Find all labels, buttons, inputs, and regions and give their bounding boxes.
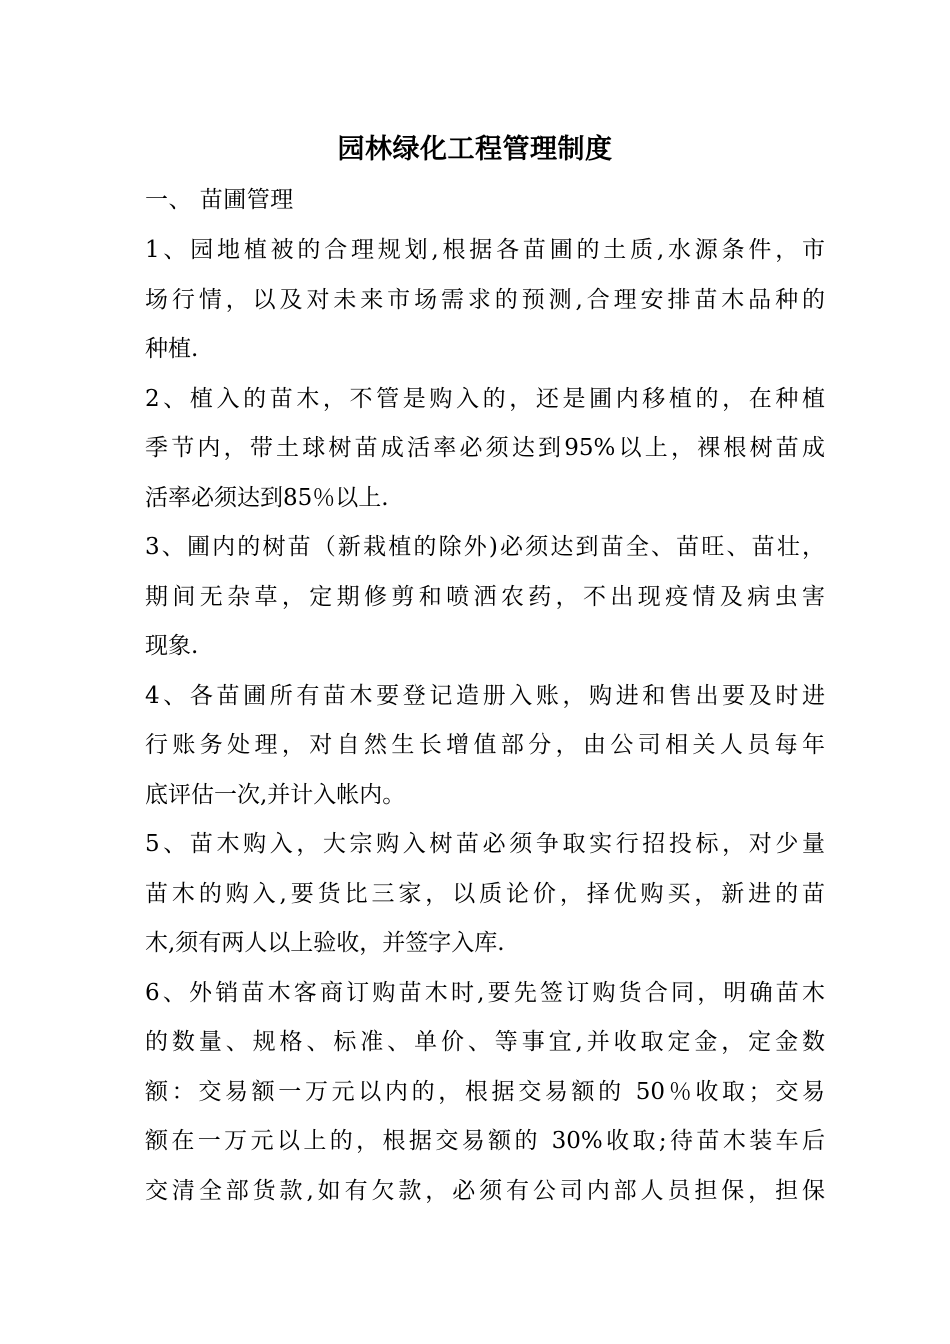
paragraph-1: [145, 226, 825, 375]
document-body: [145, 226, 825, 1216]
paragraph-line: 4、各苗圃所有苗木要登记造册入账，购进和售出要及时进: [145, 682, 825, 709]
section-heading: 一、 苗圃管理: [145, 187, 294, 213]
paragraph-line: 季节内，带土球树苗成活率必须达到95%以上，裸根树苗成: [145, 435, 825, 461]
paragraph-line: 底评估一次,并计入帐内。: [145, 781, 406, 808]
paragraph-3: [145, 523, 825, 672]
paragraph-line: 现象.: [145, 633, 199, 659]
paragraph-line: 额在一万元以上的，根据交易额的 30%收取;待苗木装车后: [145, 1128, 825, 1154]
paragraph-line: 种植.: [145, 336, 199, 362]
paragraph-line: 行账务处理，对自然生长增值部分，由公司相关人员每年: [145, 732, 825, 758]
paragraph-line: 期间无杂草，定期修剪和喷洒农药，不出现疫情及病虫害: [145, 583, 825, 610]
paragraph-line: 1、园地植被的合理规划,根据各苗圃的土质,水源条件，市: [145, 237, 825, 263]
paragraph-line: 场行情，以及对未来市场需求的预测,合理安排苗木品种的: [145, 286, 825, 313]
paragraph-line: 5、苗木购入，大宗购入树苗必须争取实行招投标，对少量: [145, 831, 825, 857]
paragraph-line: 额：交易额一万元以内的，根据交易额的 50％收取；交易: [145, 1078, 825, 1105]
paragraph-2: [145, 375, 825, 524]
paragraph-line: 6、外销苗木客商订购苗木时,要先签订购货合同，明确苗木: [145, 979, 825, 1006]
paragraph-line: 交清全部货款,如有欠款，必须有公司内部人员担保，担保: [145, 1177, 825, 1204]
paragraph-4: [145, 672, 825, 821]
paragraph-line: 的数量、规格、标准、单价、等事宜,并收取定金，定金数: [145, 1029, 825, 1055]
paragraph-line: 木,须有两人以上验收，并签字入库.: [145, 930, 505, 956]
paragraph-line: 活率必须达到85％以上.: [145, 484, 389, 511]
paragraph-line: 苗木的购入,要货比三家，以质论价，择优购买，新进的苗: [145, 880, 825, 907]
paragraph-line: 3、圃内的树苗（新栽植的除外)必须达到苗全、苗旺、苗壮，: [145, 534, 825, 560]
paragraph-line: 2、植入的苗木，不管是购入的，还是圃内移植的，在种植: [145, 385, 825, 412]
paragraph-6: [145, 969, 825, 1217]
document-title: 园林绿化工程管理制度: [337, 134, 613, 165]
paragraph-5: [145, 820, 825, 969]
